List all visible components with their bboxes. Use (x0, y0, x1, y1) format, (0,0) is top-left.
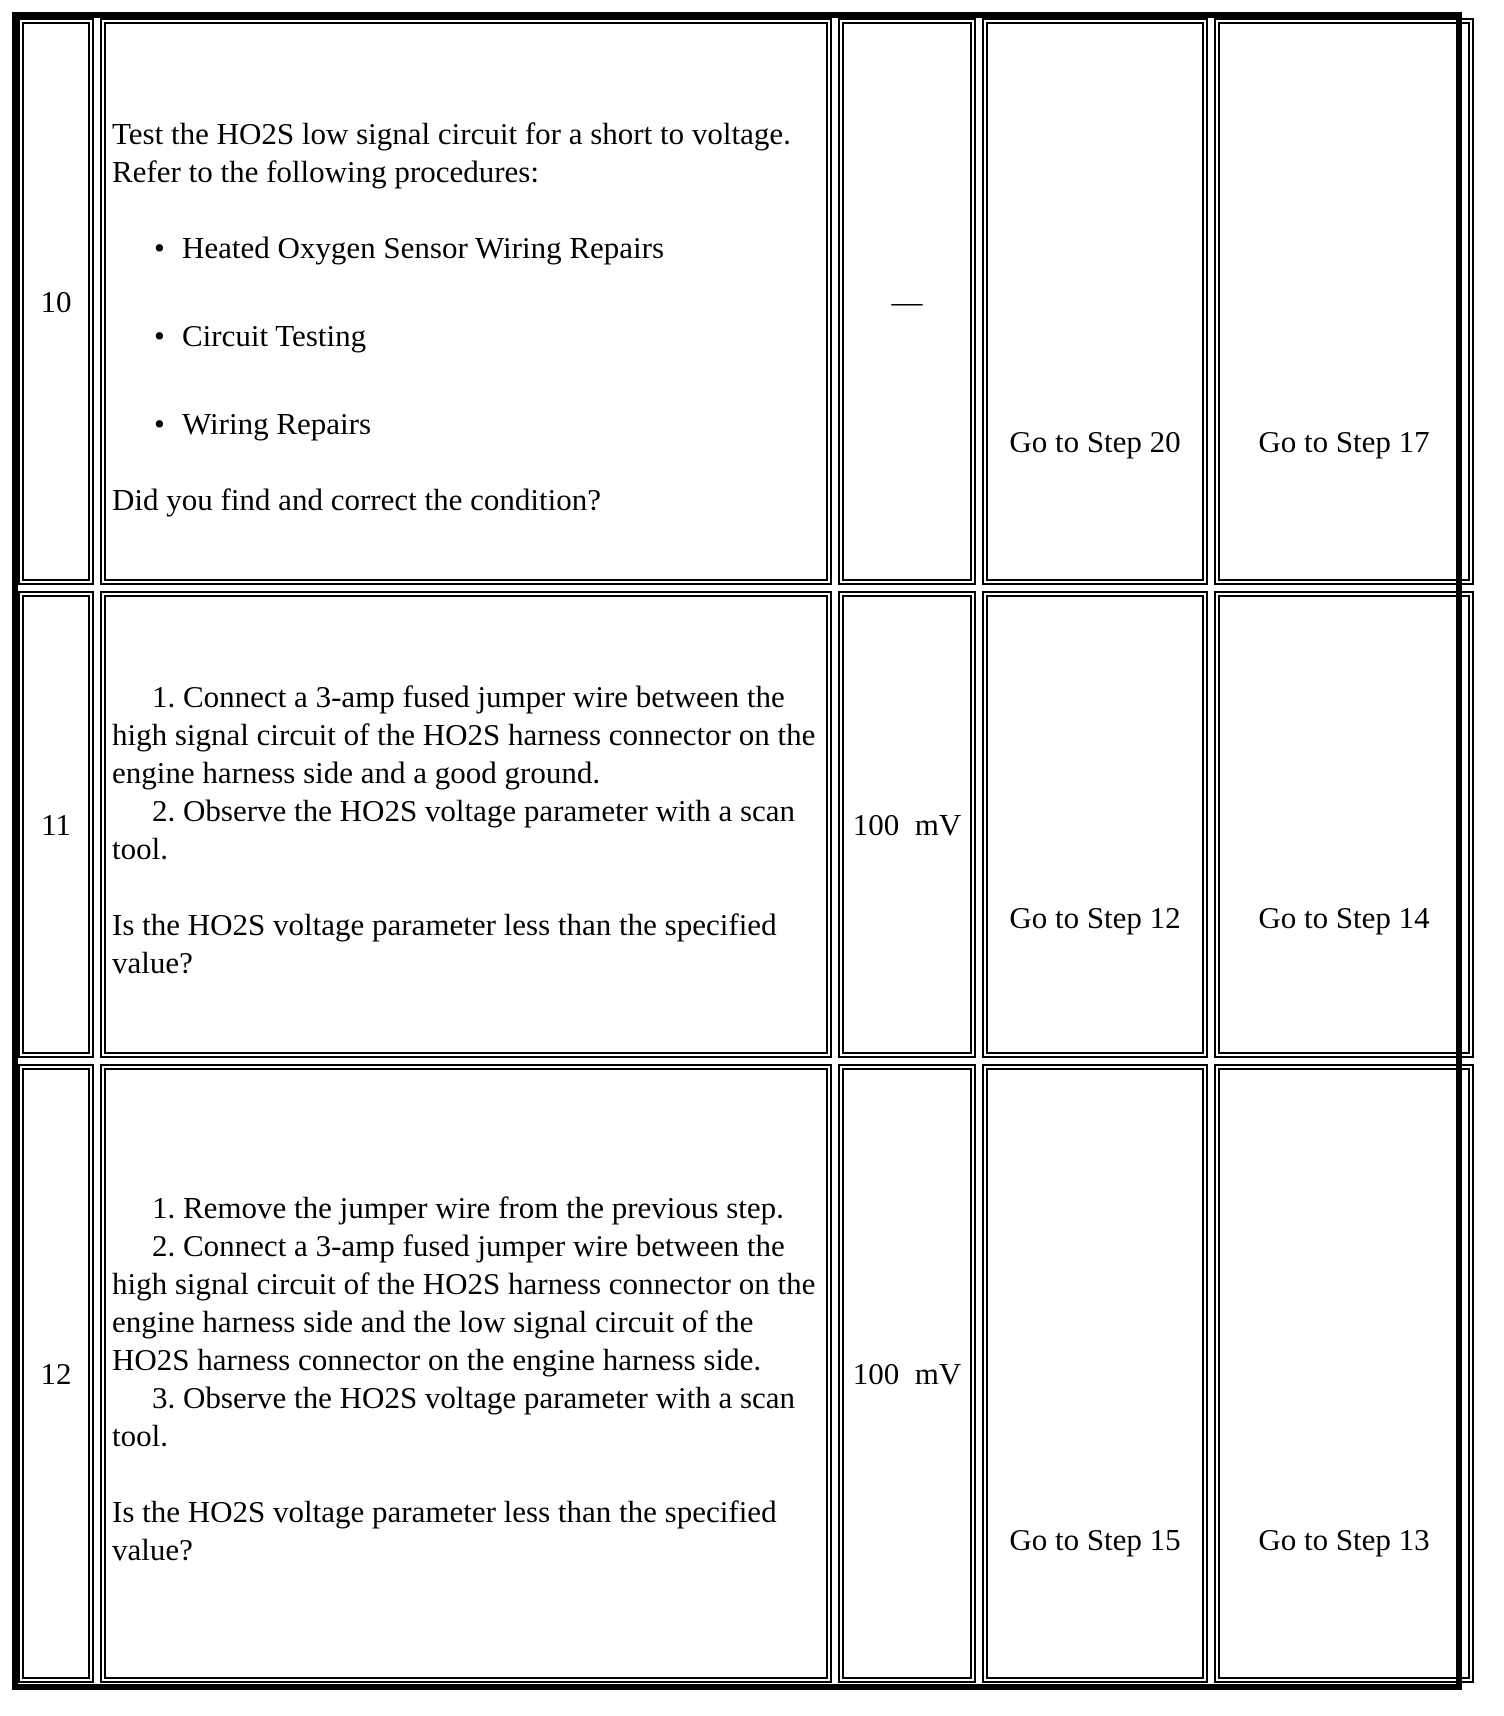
step-number: 11 (18, 591, 94, 1058)
list-item: 2. Connect a 3-amp fused jumper wire between the high signal circuit of the HO2S harness connector on the engine harness side and the low signal circuit of the HO2S harness connector on the engine harness side. (112, 1227, 816, 1377)
list-item: 1. Remove the jumper wire from the previous step. (152, 1189, 784, 1225)
no-action: Go to Step 13 (1258, 1522, 1430, 1557)
yes-action: Go to Step 12 (1009, 900, 1181, 935)
list-item: • Circuit Testing (154, 317, 367, 353)
no-cell (1214, 18, 1474, 585)
no-action: Go to Step 14 (1258, 900, 1430, 935)
yes-cell (982, 591, 1208, 1058)
yes-cell (982, 1064, 1208, 1683)
yes-cell (982, 18, 1208, 585)
no-cell (1214, 1064, 1474, 1683)
action-cell (100, 1064, 832, 1683)
table-row (18, 591, 1474, 1058)
yes-action: Go to Step 15 (1009, 1522, 1181, 1557)
bullet-icon: • (154, 317, 165, 353)
value-cell: 100 mV (838, 591, 976, 1058)
no-cell (1214, 591, 1474, 1058)
diagnostic-steps-table (12, 12, 1480, 1689)
step-number: 10 (18, 18, 94, 585)
list-item: 1. Connect a 3-amp fused jumper wire between the high signal circuit of the HO2S harness connector on the engine harness side and a good ground. (112, 678, 816, 790)
action-question: Is the HO2S voltage parameter less than the specified value? (112, 906, 777, 980)
substep-list (112, 1189, 822, 1455)
bullet-icon: • (154, 405, 165, 441)
bullet-icon: • (154, 229, 165, 265)
step-number: 12 (18, 1064, 94, 1683)
action-question: Did you find and correct the condition? (112, 481, 601, 517)
action-intro: Test the HO2S low signal circuit for a short to voltage. Refer to the following procedures: (112, 115, 791, 189)
list-item: 2. Observe the HO2S voltage parameter with a scan tool. (112, 792, 796, 866)
yes-action: Go to Step 20 (1009, 424, 1181, 459)
list-item: • Heated Oxygen Sensor Wiring Repairs (154, 229, 665, 265)
action-cell (100, 18, 832, 585)
value-cell: — (838, 18, 976, 585)
substep-list (112, 678, 822, 868)
procedure-list (112, 229, 822, 443)
no-action: Go to Step 17 (1258, 424, 1430, 459)
value-cell: 100 mV (838, 1064, 976, 1683)
action-question: Is the HO2S voltage parameter less than the specified value? (112, 1493, 777, 1567)
table-row (18, 18, 1474, 585)
list-item: • Wiring Repairs (154, 405, 372, 441)
table-row (18, 1064, 1474, 1683)
list-item: 3. Observe the HO2S voltage parameter with a scan tool. (112, 1379, 796, 1453)
action-cell (100, 591, 832, 1058)
